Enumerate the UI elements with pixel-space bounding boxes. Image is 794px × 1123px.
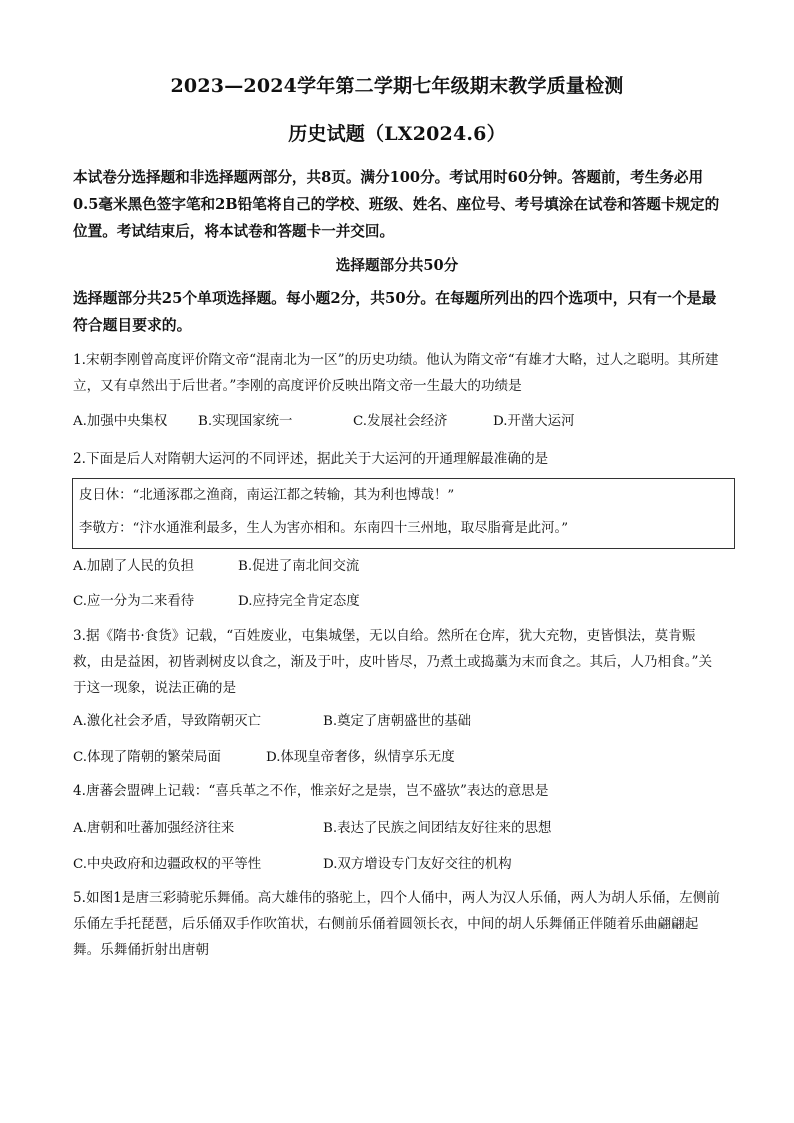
question-3-option-b: B.奠定了唐朝盛世的基础 [323,714,472,729]
section-instructions: 选择题部分共25个单项选择题。每小题2分，共50分。在每题所列出的四个选项中，只有一个是最符合题目要求的。 [73,290,717,334]
question-2-option-d: D.应持完全肯定态度 [238,594,360,609]
exam-intro: 本试卷分选择题和非选择题两部分，共8页。满分100分。考试用时60分钟。答题前，考生务必用0.5毫米黑色签字笔和2B铅笔将自己的学校、班级、姓名、座位号、考号填涂在试卷和答题卡规定的位置。考试结束后，将本试卷和答题卡一并交回。 [73,169,720,240]
question-2-option-a: A.加剧了人民的负担 [73,559,195,574]
question-2-option-b: B.促进了南北间交流 [238,559,360,574]
question-1-options [73,410,733,432]
question-4-option-a: A.唐朝和吐蕃加强经济往来 [73,821,235,836]
question-3-stem: 3.据《隋书·食货》记载，“百姓废业，屯集城堡，无以自给。然所在仓库，犹大充物，吏皆惧法，莫肯赈救，由是益困，初皆剥树皮以食之，渐及于叶，皮叶皆尽，乃煮土或捣藁为末而食之。其后，人乃相食。”关于这一现象，说法正确的是 [73,628,713,696]
exam-title: 2023—2024学年第二学期七年级期末教学质量检测 [170,75,624,97]
question-4-options-row-2 [73,853,733,875]
question-3-options-row-2 [73,746,733,768]
exam-subtitle: 历史试题（LX2024.6） [288,123,506,145]
question-2-option-c: C.应一分为二来看待 [73,594,195,609]
question-1-stem: 1.宋朝李刚曾高度评价隋文帝“混南北为一区”的历史功绩。他认为隋文帝“有雄才大略，过人之聪明。其所建立，又有卓然出于后世者。”李刚的高度评价反映出隋文帝一生最大的功绩是 [73,352,719,394]
question-1-option-c: C.发展社会经济 [353,414,448,429]
question-2-quote-box [72,478,735,549]
question-1-option-d: D.开凿大运河 [493,414,575,429]
question-2-stem: 2.下面是后人对隋朝大运河的不同评述，据此关于大运河的开通理解最准确的是 [73,451,549,467]
question-5-stem: 5.如图1是唐三彩骑驼乐舞俑。高大雄伟的骆驼上，四个人俑中，两人为汉人乐俑，两人为胡人乐俑，左侧前乐俑左手托琵琶，后乐俑双手作吹笛状，右侧前乐俑着圆领长衣，中间的胡人乐舞俑正伴随着乐曲翩翩起舞。乐舞俑折射出唐朝 [73,890,720,958]
question-4-option-d: D.双方增设专门友好交往的机构 [323,857,512,872]
question-1-option-a: A.加强中央集权 [73,414,168,429]
question-3-option-a: A.激化社会矛盾，导致隋朝灭亡 [73,714,262,729]
question-2-quote-1: 皮日休：“北通涿郡之渔商，南运江都之转输，其为利也博哉！” [79,488,455,503]
question-2-options-row-1 [73,555,733,577]
question-2-quote-2: 李敬方：“汴水通淮利最多，生人为害亦相和。东南四十三州地，取尽脂膏是此河。” [79,521,569,536]
question-4-options-row-1 [73,817,733,839]
question-2-options-row-2 [73,590,733,612]
question-3-option-d: D.体现皇帝奢侈，纵情享乐无度 [266,750,455,765]
question-3-option-c: C.体现了隋朝的繁荣局面 [73,750,221,765]
question-3-options-row-1 [73,710,733,732]
section-title: 选择题部分共50分 [335,257,459,274]
question-4-option-c: C.中央政府和边疆政权的平等性 [73,857,262,872]
question-4-stem: 4.唐蕃会盟碑上记载：“喜兵革之不作，惟亲好之是崇，岂不盛欤”表达的意思是 [73,783,549,799]
question-1-option-b: B.实现国家统一 [198,414,293,429]
question-4-option-b: B.表达了民族之间团结友好往来的思想 [323,821,552,836]
